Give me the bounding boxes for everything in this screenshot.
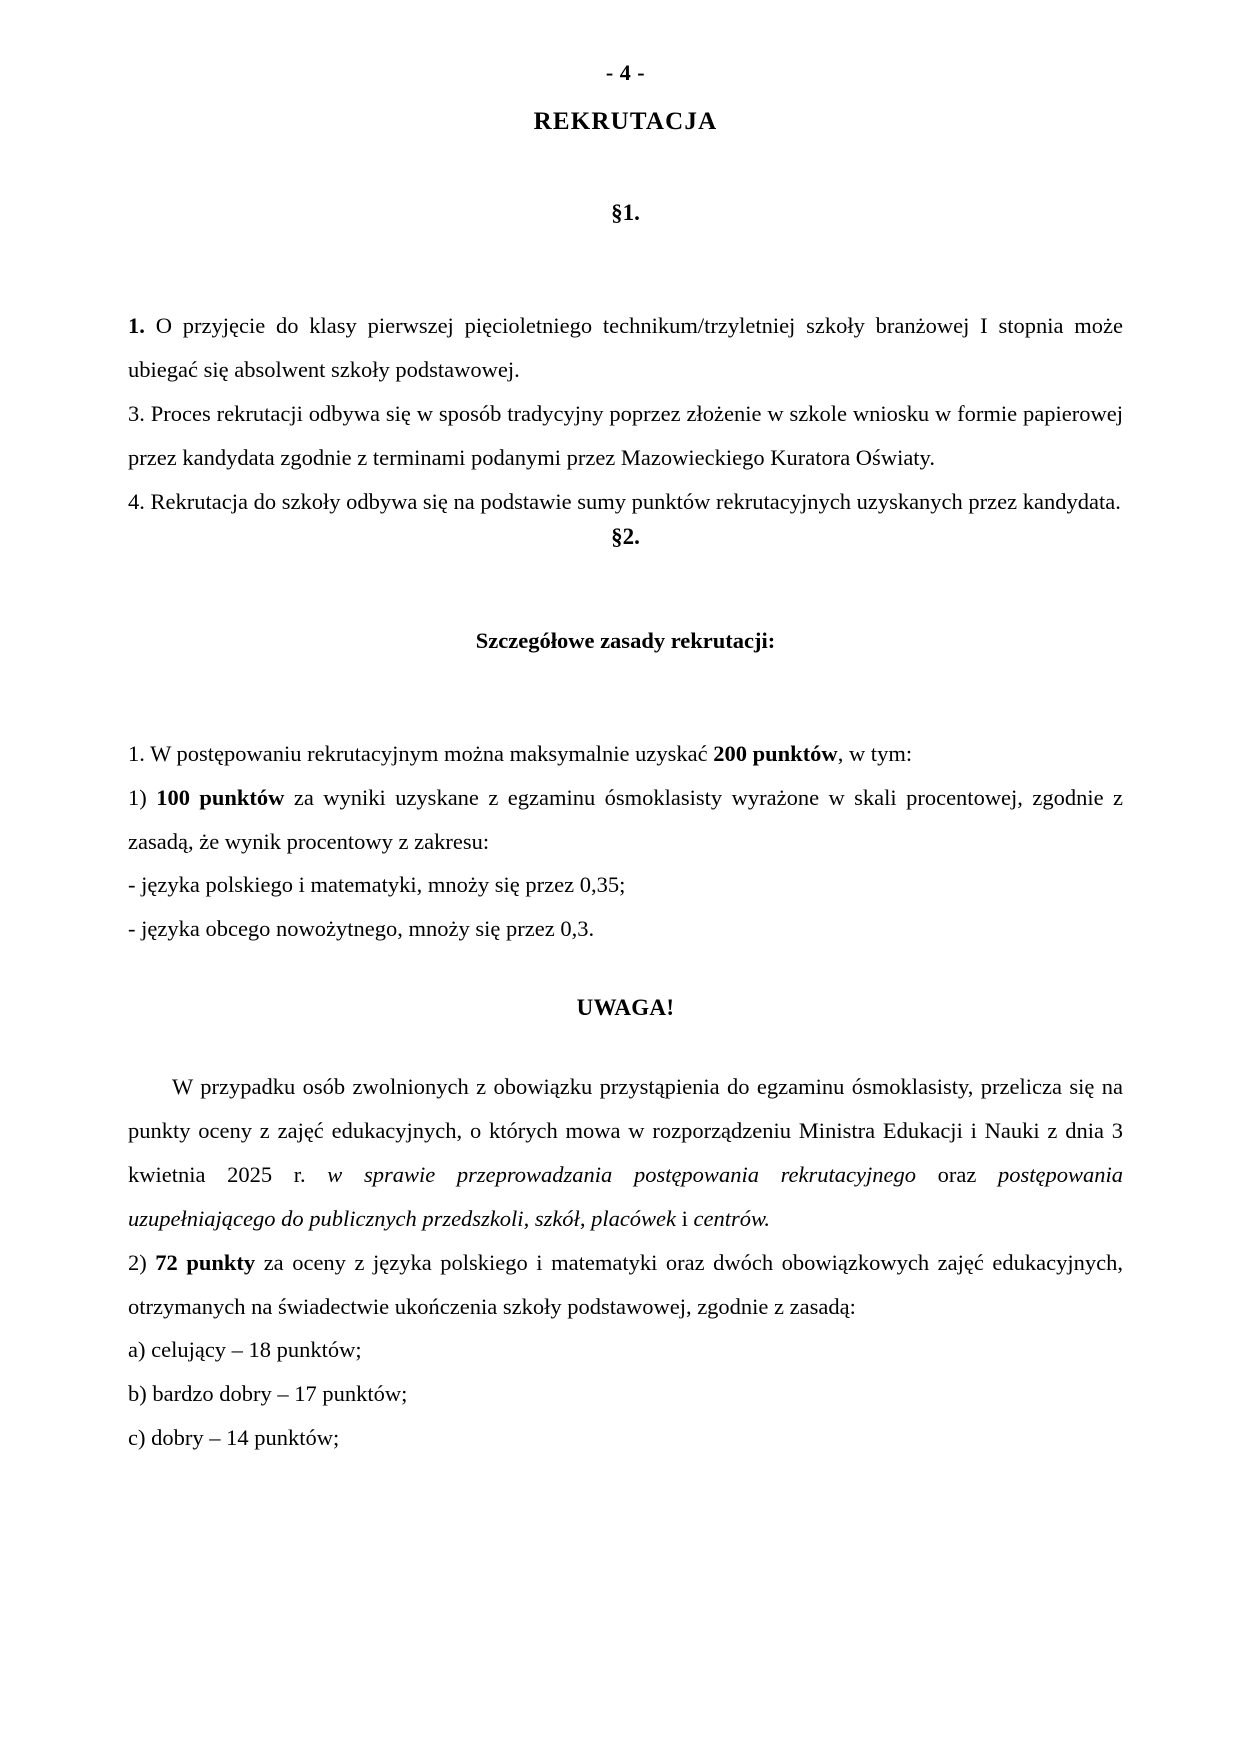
spacer bbox=[128, 226, 1123, 304]
uwaga-italic-1: w sprawie przeprowadzania postępowania rekrutacyjnego bbox=[327, 1161, 916, 1187]
point-1-suffix: , w tym: bbox=[837, 740, 913, 766]
item-1-number: 1. bbox=[128, 313, 145, 339]
section-mark-1: §1. bbox=[611, 200, 640, 226]
item-1-text: O przyjęcie do klasy pierwszej pięcioletniego technikum/trzyletniej szkoły branżowej I stopnia może ubiegać się absolwent szkoły podstawowej. bbox=[128, 313, 1123, 383]
sub-heading-rules: Szczegółowe zasady rekrutacji: bbox=[475, 627, 776, 653]
subpoint-1 bbox=[128, 776, 1123, 864]
spacer bbox=[128, 550, 1123, 628]
subpoint-1-number: 1) bbox=[128, 784, 147, 810]
paragraph-item-3: 3. Proces rekrutacji odbywa się w sposób tradycyjny poprzez złożenie w szkole wniosku w formie papierowej przez kandydata zgodnie z terminami podanymi przez Mazowieckiego Kuratora Oświaty. bbox=[128, 401, 1123, 471]
point-1-prefix: 1. W postępowaniu rekrutacyjnym można maksymalnie uzyskać bbox=[128, 740, 714, 766]
page-number: - 4 - bbox=[605, 60, 646, 85]
grade-item-a: a) celujący – 18 punktów; bbox=[128, 1337, 362, 1363]
paragraph-item-1 bbox=[128, 304, 1123, 392]
grade-item-b: b) bardzo dobry – 17 punktów; bbox=[128, 1381, 408, 1407]
paragraph-item-4: 4. Rekrutacja do szkoły odbywa się na podstawie sumy punktów rekrutacyjnych uzyskanych przez kandydata. bbox=[128, 488, 1121, 514]
uwaga-italic-3: centrów. bbox=[693, 1205, 770, 1231]
dash-item-2: - języka obcego nowożytnego, mnoży się przez 0,3. bbox=[128, 916, 595, 942]
subpoint-2-text: za oceny z języka polskiego i matematyki oraz dwóch obowiązkowych zajęć edukacyjnych, otrzymanych na świadectwie ukończenia szkoły podstawowej, zgodnie z zasadą: bbox=[128, 1249, 1123, 1319]
subpoint-2-bold: 72 punkty bbox=[155, 1249, 256, 1275]
subpoint-1-text: za wyniki uzyskane z egzaminu ósmoklasisty wyrażone w skali procentowej, zgodnie z zasadą, że wynik procentowy z zakresu: bbox=[128, 784, 1124, 854]
uwaga-heading: UWAGA! bbox=[576, 995, 675, 1021]
subpoint-2-number: 2) bbox=[128, 1249, 147, 1275]
subpoint-1-bold: 100 punktów bbox=[156, 784, 285, 810]
spacer bbox=[128, 1021, 1123, 1065]
uwaga-plain-mid: oraz bbox=[915, 1161, 998, 1187]
uwaga-italic-2: postępowania uzupełniającego do publicznych przedszkoli, szkół, placówek bbox=[128, 1161, 1123, 1231]
subpoint-2 bbox=[128, 1241, 1123, 1329]
dash-item-1: - języka polskiego i matematyki, mnoży się przez 0,35; bbox=[128, 872, 626, 898]
uwaga-text-plain: W przypadku osób zwolnionych z obowiązku przystąpienia do egzaminu ósmoklasisty, przelicza się na punkty oceny z zajęć edukacyjnych, o których mowa w rozporządzeniu Ministra Edukacji i Nauki z dnia 3 kwietnia 2025 r. bbox=[128, 1074, 1123, 1187]
spacer bbox=[128, 951, 1123, 995]
spacer bbox=[128, 654, 1123, 732]
point-1 bbox=[128, 732, 1123, 776]
point-1-bold: 200 punktów bbox=[713, 740, 838, 766]
grade-item-c: c) dobry – 14 punktów; bbox=[128, 1425, 340, 1451]
page-title: REKRUTACJA bbox=[533, 108, 718, 136]
uwaga-plain-mid-2: i bbox=[676, 1205, 694, 1231]
section-mark-2: §2. bbox=[611, 523, 640, 549]
uwaga-paragraph bbox=[128, 1065, 1123, 1241]
